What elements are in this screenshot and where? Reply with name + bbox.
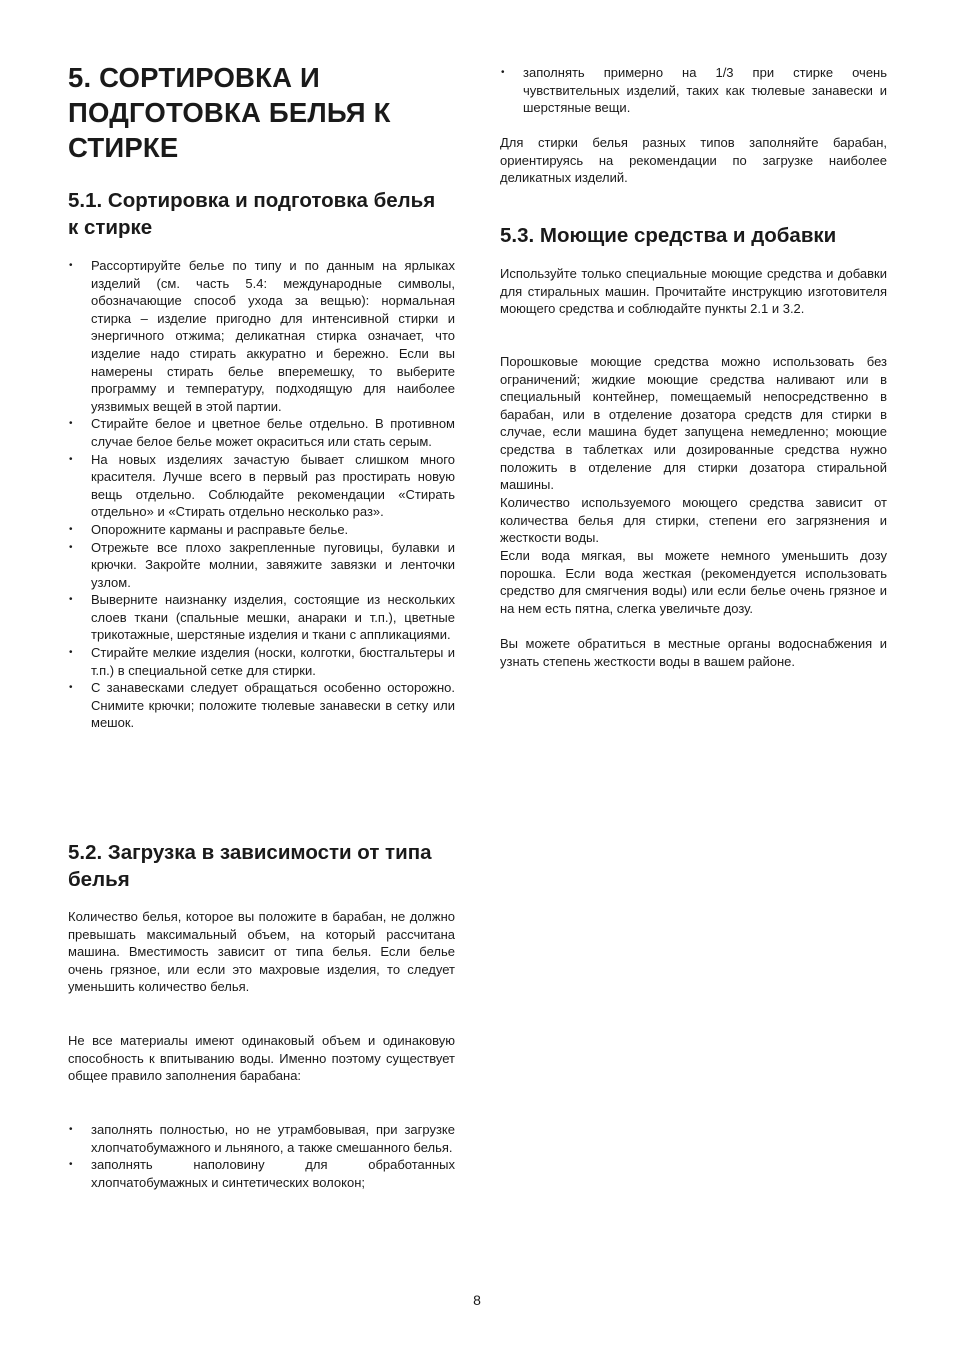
chapter-title: 5. СОРТИРОВКА И ПОДГОТОВКА БЕЛЬЯ К СТИРКЕ: [68, 62, 391, 163]
section-5-1-list: [68, 257, 455, 732]
section-5-2-heading: 5.2. Загрузка в зависимости от типа белья: [68, 841, 432, 891]
load-list-continued: [500, 64, 887, 117]
section-5-3-paragraph-4: Если вода мягкая, вы можете немного уменьшить дозу порошка. Если вода жесткая (рекомендуется использовать средство для смягчения воды) или если белье очень грязное и на нем есть пятна, слегка увеличьте дозу.: [500, 548, 887, 616]
section-5-3-paragraph-5: Вы можете обратиться в местные органы водоснабжения и узнать степень жесткости воды в вашем районе.: [500, 636, 887, 669]
section-5-2-list: [68, 1121, 455, 1191]
section-5-2-paragraph-2: Не все материалы имеют одинаковый объем и одинаковую способность к впитыванию воды. Именно поэтому существует общее правило заполнения барабана:: [68, 1033, 455, 1084]
list-item: • Стирайте белое и цветное белье отдельно. В противном случае белое белье может окраситься или стать серым.: [68, 415, 455, 450]
list-item: • Выверните наизнанку изделия, состоящие из нескольких слоев ткани (спальные мешки, анараки и т.п.), цветные трикотажные, шерстяные изделия и ткани с аппликациями.: [68, 591, 455, 644]
section-5-2-paragraph-1: Количество белья, которое вы положите в барабан, не должно превышать максимальный объем, на который рассчитана машина. Вместимость зависит от типа белья. Если белье очень грязное, или если это махровые изделия, то следует уменьшить количество белья.: [68, 909, 455, 995]
list-item: • заполнять наполовину для обработанных хлопчатобумажных и синтетических волокон;: [68, 1156, 455, 1191]
page-number: 8: [473, 1292, 481, 1308]
list-item: • Стирайте мелкие изделия (носки, колготки, бюстгальтеры и т.п.) в специальной сетке для стирки.: [68, 644, 455, 679]
list-item: • На новых изделиях зачастую бывает слишком много красителя. Лучше всего в первый раз простирать новую вещь отдельно. Соблюдайте рекомендации «Стирать отдельно» и «Стирать отдельно несколько раз».: [68, 451, 455, 521]
section-5-1-heading: 5.1. Сортировка и подготовка белья к стирке: [68, 189, 436, 239]
list-item: • С занавесками следует обращаться особенно осторожно. Снимите крючки; положите тюлевые занавески в сетку или мешок.: [68, 679, 455, 732]
list-item: • Опорожните карманы и расправьте белье.: [68, 521, 455, 539]
mixed-load-paragraph: Для стирки белья разных типов заполняйте барабан, ориентируясь на рекомендации по загрузке наиболее деликатных изделий.: [500, 135, 887, 186]
section-5-3-paragraph-1: Используйте только специальные моющие средства и добавки для стиральных машин. Прочитайте инструкцию изготовителя моющего средства и соблюдайте пункты 2.1 и 3.2.: [500, 266, 887, 317]
section-5-3-paragraph-2: Порошковые моющие средства можно использовать без ограничений; жидкие моющие средства наливают или в специальный контейнер, помещаемый непосредственно в барабан, или в отделение дозатора средств для стирки в случае, если машина будет запущена немедленно; моющие средства в таблетках или дозированные средства нужно положить в отделение для стирки дозатора стиральной машины.: [500, 354, 887, 493]
section-5-3-paragraph-3: Количество используемого моющего средства зависит от количества белья для стирки, степени его загрязнения и жесткости воды.: [500, 495, 887, 546]
list-item: • заполнять полностью, но не утрамбовывая, при загрузке хлопчатобумажного и льняного, а также смешанного белья.: [68, 1121, 455, 1156]
list-item: • заполнять примерно на 1/3 при стирке очень чувствительных изделий, таких как тюлевые занавески и шерстяные вещи.: [500, 64, 887, 117]
list-item: • Отрежьте все плохо закрепленные пуговицы, булавки и крючки. Закройте молнии, завяжите завязки и ленточки узлом.: [68, 539, 455, 592]
section-5-3-heading: 5.3. Моющие средства и добавки: [500, 224, 837, 247]
list-item: • Рассортируйте белье по типу и по данным на ярлыках изделий (см. часть 5.4: международные символы, обозначающие способ ухода за вещью): нормальная стирка – изделие пригодно для интенсивной стирки и энергичного отжима; деликатная стирка означает, что изделие надо стирать аккуратно и бережно. Если вы намерены стирать белье вперемешку, то выберите программу и температуру, подходящую для наиболее уязвимых вещей в этой партии.: [68, 257, 455, 415]
